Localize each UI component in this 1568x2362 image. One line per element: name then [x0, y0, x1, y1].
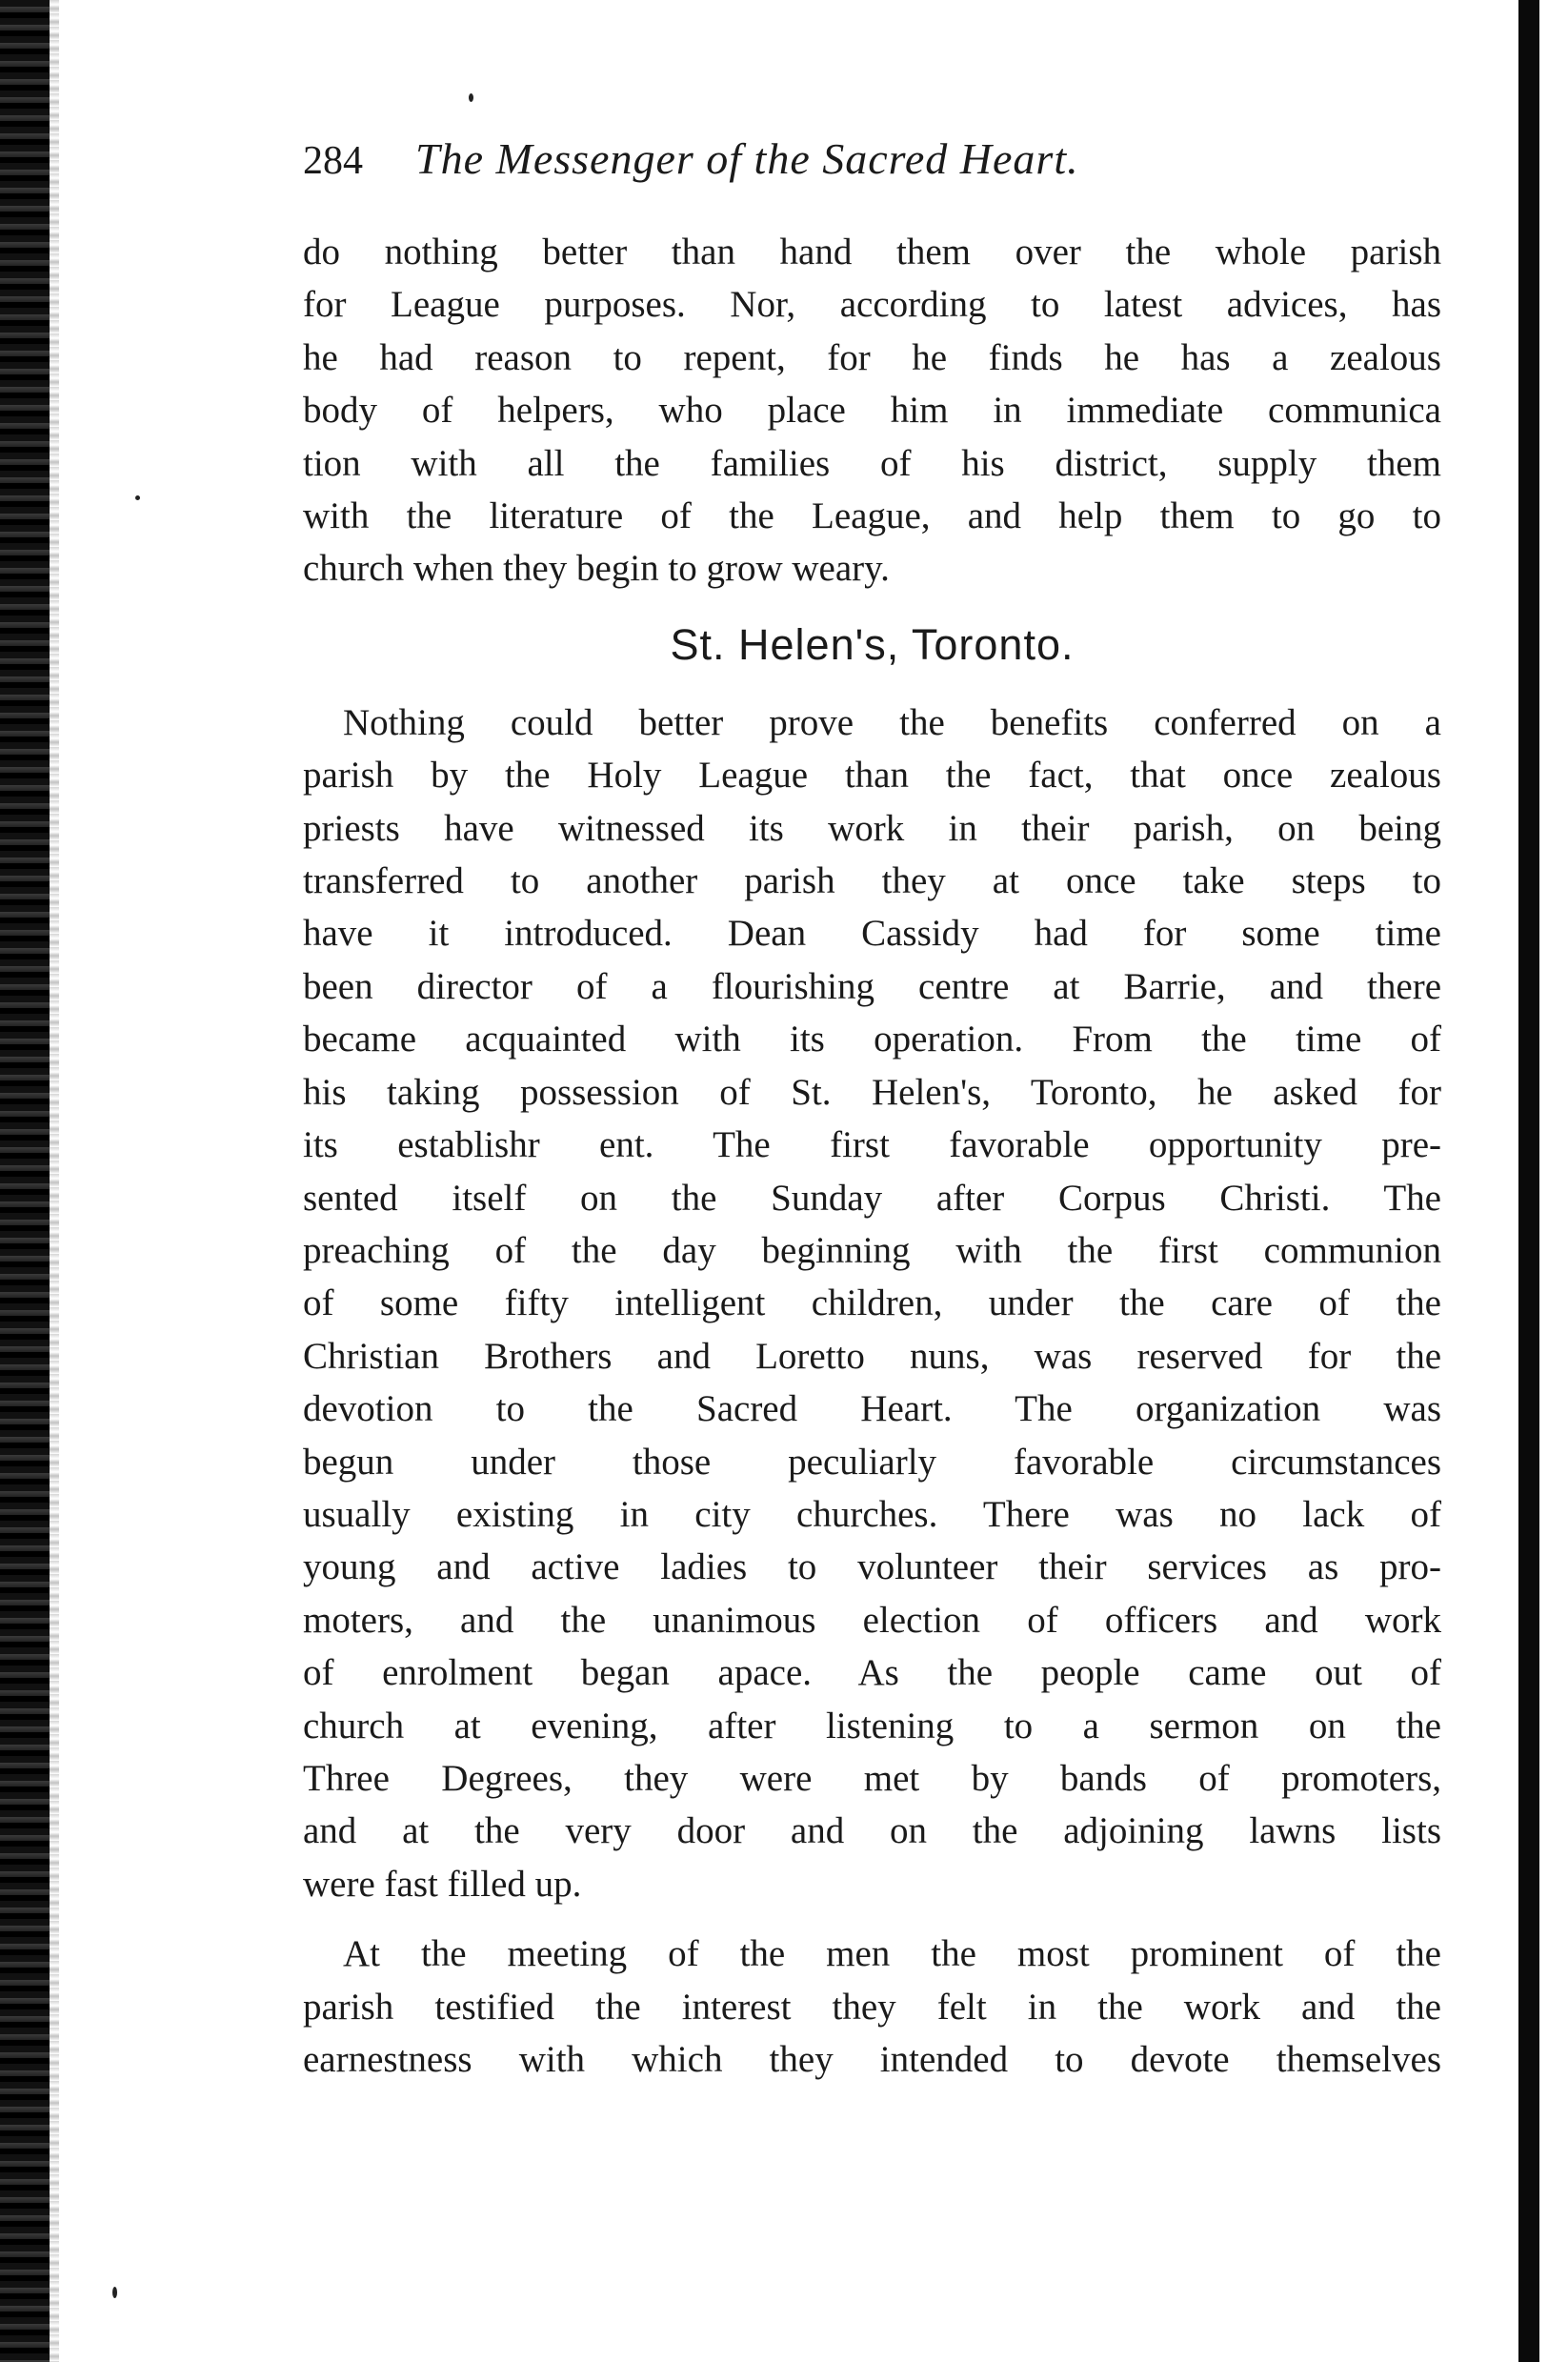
- body-paragraph-1: [303, 696, 1441, 1910]
- text-line: his taking possession of St. Helen's, Toronto, he asked for: [303, 1071, 1441, 1113]
- running-head: [303, 133, 1441, 184]
- text-line: of some fifty intelligent children, under the care of the: [303, 1282, 1441, 1324]
- text-line: church at evening, after listening to a sermon on the: [303, 1705, 1441, 1746]
- scan-border-right: [1518, 0, 1539, 2362]
- text-line: its establishr ent. The first favorable opportunity pre-: [303, 1124, 1441, 1166]
- text-line: and at the very door and on the adjoining lawns lists: [303, 1810, 1441, 1852]
- page-content: [303, 133, 1441, 2086]
- journal-title: The Messenger of the Sacred Heart.: [415, 134, 1079, 183]
- text-line: of enrolment began apace. As the people came out of: [303, 1652, 1441, 1694]
- text-line: for League purposes. Nor, according to latest advices, has: [303, 284, 1441, 326]
- text-line: tion with all the families of his district, supply them: [303, 442, 1441, 484]
- text-line: preaching of the day beginning with the first communion: [303, 1229, 1441, 1271]
- scan-speck: [112, 2287, 117, 2298]
- text-line: do nothing better than hand them over the whole parish: [303, 232, 1441, 273]
- text-line: At the meeting of the men the most prominent of the: [343, 1933, 1441, 1975]
- text-line: body of helpers, who place him in immediate communica: [303, 390, 1441, 432]
- text-line: earnestness with which they intended to devote themselves: [303, 2039, 1441, 2080]
- text-line: became acquainted with its operation. From the time of: [303, 1019, 1441, 1060]
- scan-binding-edge-left: [0, 0, 50, 2362]
- text-line: parish by the Holy League than the fact, that once zealous: [303, 755, 1441, 797]
- text-line: he had reason to repent, for he finds he has a zealous: [303, 336, 1441, 378]
- text-line: sented itself on the Sunday after Corpus Christi. The: [303, 1177, 1441, 1219]
- text-line: Three Degrees, they were met by bands of promoters,: [303, 1757, 1441, 1799]
- text-line: were fast filled up.: [303, 1863, 582, 1905]
- text-line: usually existing in city churches. There was no lack of: [303, 1493, 1441, 1535]
- text-line: moters, and the unanimous election of officers and work: [303, 1599, 1441, 1641]
- page-number: 284: [303, 139, 363, 183]
- body-paragraph-2: [303, 1928, 1441, 2086]
- scan-speck: [135, 495, 140, 500]
- text-line: priests have witnessed its work in their parish, on being: [303, 807, 1441, 849]
- text-line: Christian Brothers and Loretto nuns, was reserved for the: [303, 1335, 1441, 1377]
- scan-speck: [469, 93, 473, 102]
- text-line: devotion to the Sacred Heart. The organization was: [303, 1388, 1441, 1430]
- text-line: with the literature of the League, and help them to go to: [303, 495, 1441, 537]
- text-line: Nothing could better prove the benefits conferred on a: [343, 701, 1441, 743]
- scan-binding-fringe: [50, 0, 59, 2362]
- section-heading: St. Helen's, Toronto.: [670, 619, 1075, 669]
- text-line: parish testified the interest they felt in the work and the: [303, 1986, 1441, 2028]
- text-line: been director of a flourishing centre at Barrie, and there: [303, 965, 1441, 1007]
- text-line: young and active ladies to volunteer their services as pro-: [303, 1546, 1441, 1588]
- paragraph-gap: [303, 1910, 1441, 1928]
- text-line: transferred to another parish they at once take steps to: [303, 860, 1441, 902]
- intro-paragraph: [303, 226, 1441, 596]
- text-line: church when they begin to grow weary.: [303, 548, 890, 590]
- text-line: begun under those peculiarly favorable circumstances: [303, 1441, 1441, 1483]
- text-line: have it introduced. Dean Cassidy had for some time: [303, 913, 1441, 955]
